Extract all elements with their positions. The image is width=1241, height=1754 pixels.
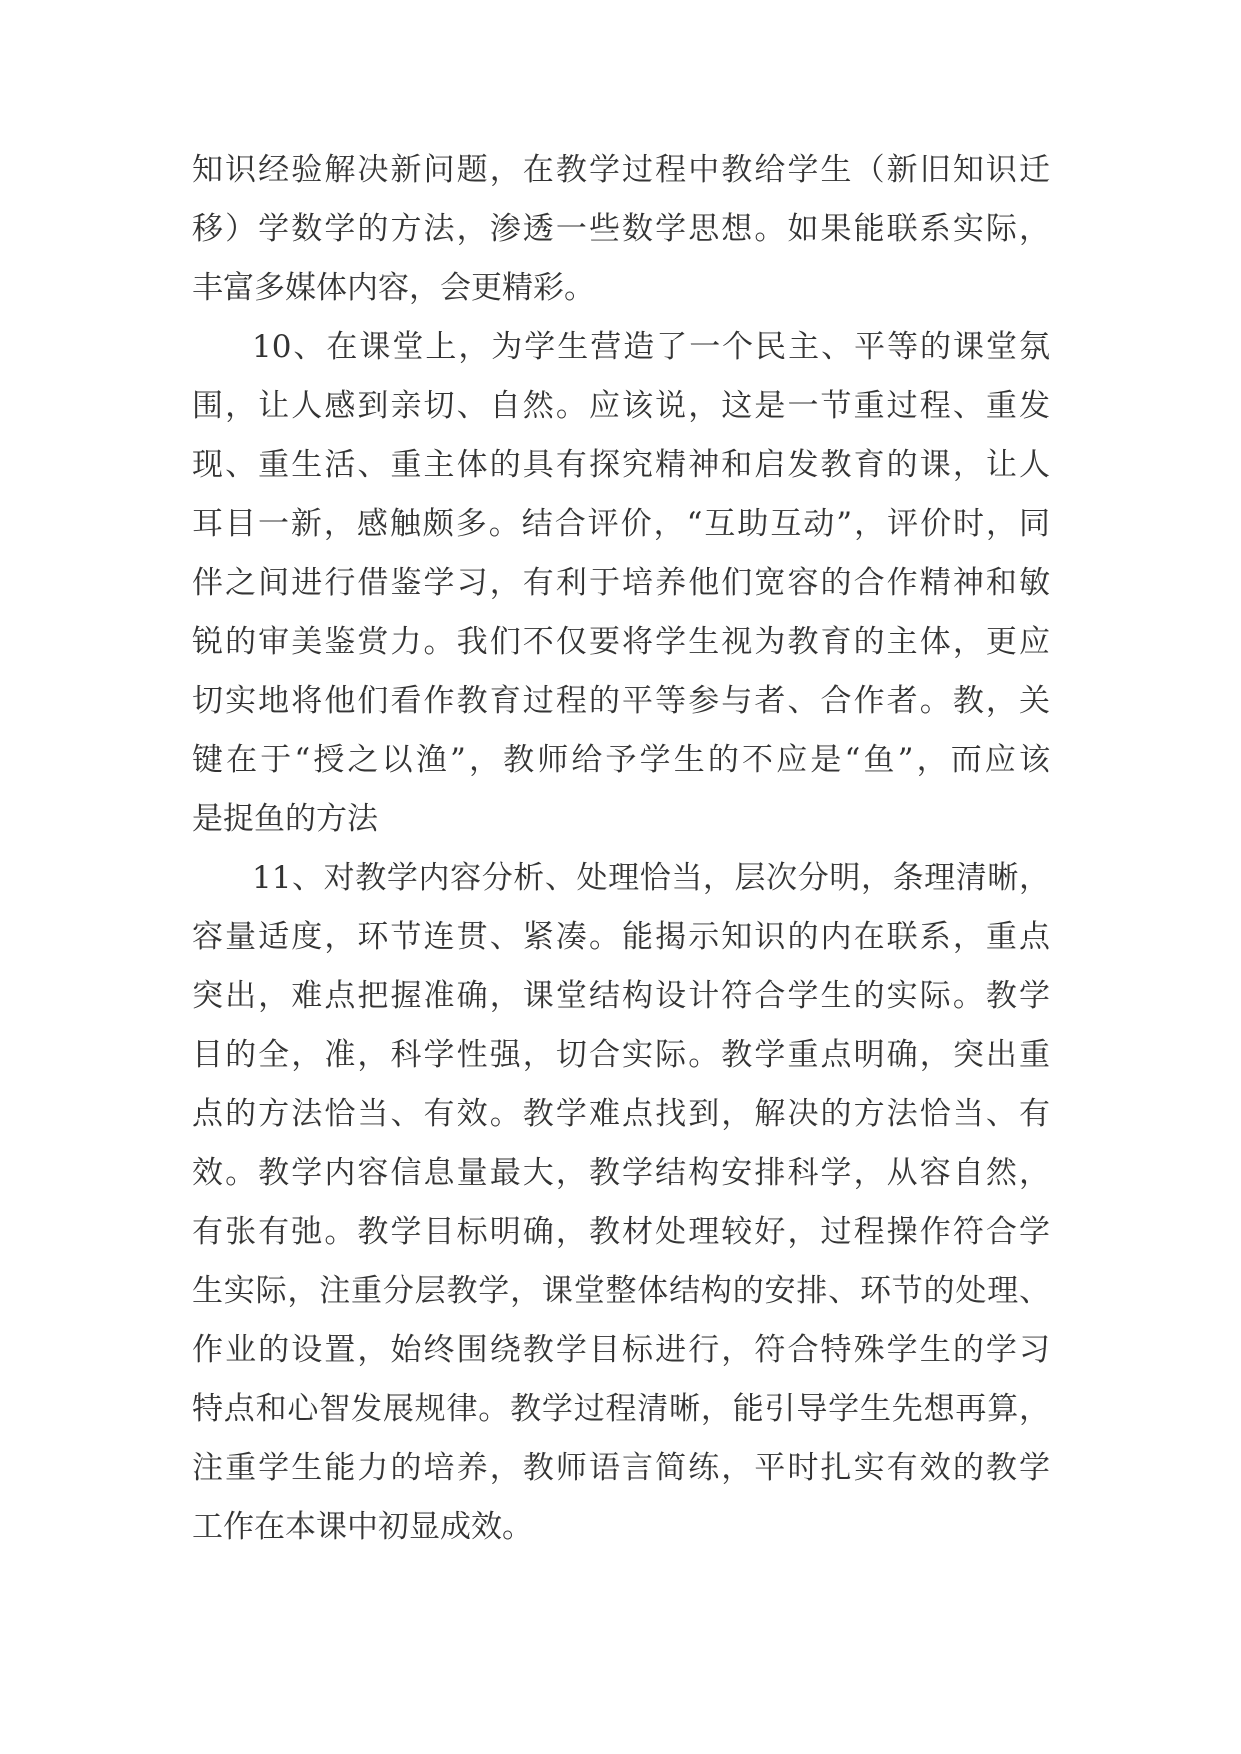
text-line: 丰富多媒体内容，会更精彩。 xyxy=(192,270,595,306)
text-line: 突出，难点把握准确，课堂结构设计符合学生的实际。教学 xyxy=(192,978,1050,1014)
text-line: 键在于“授之以渔”，教师给予学生的不应是“鱼”，而应该 xyxy=(192,742,1050,778)
text-line: 注重学生能力的培养，教师语言简练，平时扎实有效的教学 xyxy=(192,1450,1050,1486)
text-line: 效。教学内容信息量最大，教学结构安排科学，从容自然， xyxy=(192,1155,1050,1191)
text-line: 特点和心智发展规律。教学过程清晰，能引导学生先想再算， xyxy=(192,1391,1050,1427)
text-line: 有张有弛。教学目标明确，教材处理较好，过程操作符合学 xyxy=(192,1214,1050,1250)
text-line: 现、重生活、重主体的具有探究精神和启发教育的课，让人 xyxy=(192,447,1050,483)
text-line: 移）学数学的方法，渗透一些数学思想。如果能联系实际， xyxy=(192,211,1050,247)
paragraph-10-first-line: 10、在课堂上，为学生营造了一个民主、平等的课堂氛 xyxy=(252,329,1050,365)
text-line: 生实际，注重分层教学，课堂整体结构的安排、环节的处理、 xyxy=(192,1273,1050,1309)
text-line: 锐的审美鉴赏力。我们不仅要将学生视为教育的主体，更应 xyxy=(192,624,1050,660)
paragraph-11-first-line: 11、对教学内容分析、处理恰当，层次分明，条理清晰， xyxy=(252,860,1050,896)
text-line: 目的全，准，科学性强，切合实际。教学重点明确，突出重 xyxy=(192,1037,1050,1073)
text-line: 围，让人感到亲切、自然。应该说，这是一节重过程、重发 xyxy=(192,388,1050,424)
text-line: 伴之间进行借鉴学习，有利于培养他们宽容的合作精神和敏 xyxy=(192,565,1050,601)
text-line: 知识经验解决新问题，在教学过程中教给学生（新旧知识迁 xyxy=(192,152,1050,188)
text-line: 作业的设置，始终围绕教学目标进行，符合特殊学生的学习 xyxy=(192,1332,1050,1368)
text-line: 点的方法恰当、有效。教学难点找到，解决的方法恰当、有 xyxy=(192,1096,1050,1132)
text-line: 耳目一新，感触颇多。结合评价，“互助互动”，评价时，同 xyxy=(192,506,1050,542)
text-line: 切实地将他们看作教育过程的平等参与者、合作者。教，关 xyxy=(192,683,1050,719)
text-line: 是捉鱼的方法 xyxy=(192,801,378,837)
text-line: 容量适度，环节连贯、紧凑。能揭示知识的内在联系，重点 xyxy=(192,919,1050,955)
text-line: 工作在本课中初显成效。 xyxy=(192,1509,533,1545)
